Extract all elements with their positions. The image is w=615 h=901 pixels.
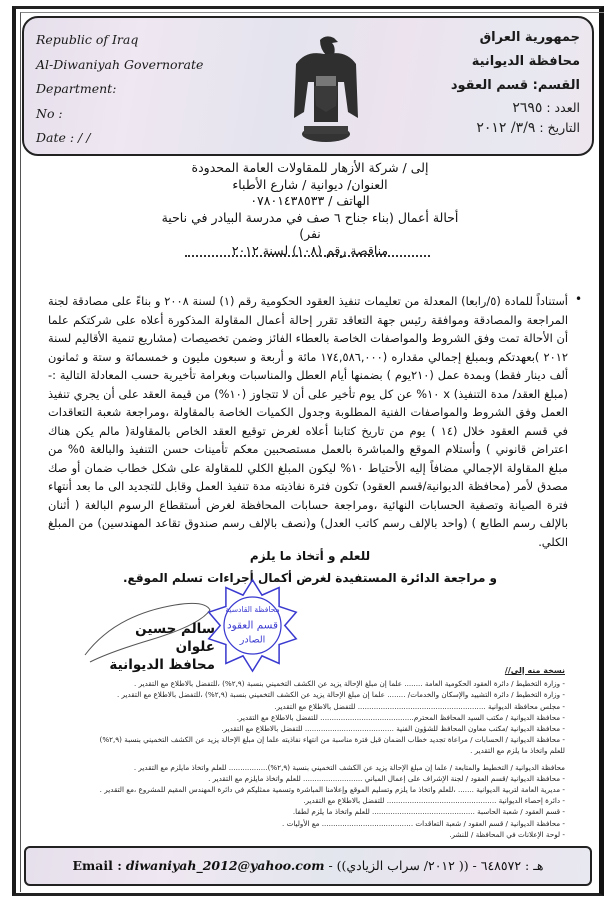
signatory-title: محافظ الديوانية — [109, 657, 215, 673]
recipient-phone: الهاتف / ٠٧٨٠١٤٣٨٥٣٣ — [250, 193, 370, 208]
letterhead-arabic — [451, 26, 580, 138]
recipient: إلى / شركة الأزهار للمقاولات العامة المحدودة — [191, 160, 429, 175]
closing-line-1: للعلم و أتخاذ ما يلزم — [249, 549, 371, 563]
date-row — [451, 118, 580, 138]
svg-text:قسم العقود: قسم العقود — [226, 619, 279, 632]
copy-item: - محافظة الديوانية / مكتب السيد المحافظ المحترم......................................... للتفضل بالاطلاع مع التقدير. — [236, 712, 565, 722]
email-label: Email : — [72, 858, 122, 873]
official-stamp-icon — [205, 578, 300, 673]
eagle-emblem-icon — [286, 26, 366, 146]
closing-block — [120, 545, 500, 589]
copy-item: - دائرة إحصاء الديوانية ................................................ للتفضل بالاطلاع مع التقدير. — [303, 796, 565, 806]
country-name-en: Republic of Iraq — [36, 32, 139, 47]
email-link[interactable]: diwaniyah_2012@yahoo.com — [125, 858, 325, 873]
department-label-en: Department: — [36, 81, 117, 96]
copy-item: - وزارة التخطيط / دائرة العقود الحكومية العامة ........ علما إن مبلغ الإحالة يزيد عن الكشف التخميني بنسبة (٢,٩%) ،للتفضل بالاطلاع مع التقدير . — [134, 679, 565, 689]
svg-text:محافظة القادسية: محافظة القادسية — [225, 605, 280, 615]
closing-line-2: و مراجعة الدائرة المستفيدة لغرض أكمال أجراءات تسلم الموقع. — [122, 571, 498, 585]
number-value: ٢٦٩٥ — [512, 100, 543, 116]
svg-text:الصادر: الصادر — [239, 634, 266, 646]
recipient-address: العنوان/ ديوانية / شارع الأطباء — [232, 176, 388, 192]
number-row — [451, 98, 580, 118]
copy-item: للعلم واتخاذ ما يلزم مع التقدير . — [470, 746, 565, 756]
copy-item: - محافظة الديوانية /مكتب معاون المحافظ للشؤون الفنية ....................................... للتفضل بالاطلاع مع التقدير. — [221, 724, 565, 734]
dotted-divider — [185, 255, 430, 257]
signatory-name: سالم حسين علوان — [135, 621, 215, 655]
copy-item: - محافظة الديوانية / قسم العقود / شعبة التعاقدات ........................................ مع الأوليات . — [282, 818, 565, 828]
number-label-ar: العدد : — [546, 100, 580, 115]
copy-item: - مديرية العامة لتربية الديوانية ....... ،للعلم واتخاذ ما يلزم وتسليم الموقع وإعلامنا المباشرة وتسمية ممثليكم في دائرة المهندس المقيم للمشروع ،مع التقدير . — [99, 785, 565, 795]
copy-item: - محافظة الديوانية / الحسابات / مراعاة تجديد خطاب الضمان قبل فترة مناسبة من انتهاء نفاذيته علما إن مبلغ الإحالة يزيد عن الكشف التخميني بنسبة (٢,٩%) — [99, 735, 565, 745]
footer-bar — [24, 846, 592, 886]
copies-title: نسخة منه إلى// — [504, 666, 565, 675]
footer-reference: - ((٢٠١٢/ سراب الزيادي )) - هـ : ٦٤٨٥٧٢ — [328, 858, 544, 873]
governorate-name-ar: محافظة الديوانية — [471, 54, 580, 69]
copy-item: - مجلس محافظة الديوانية ........................................................ للتفضل بالاطلاع مع التقدير. — [274, 701, 565, 711]
department-name-ar: القسم: قسم العقود — [450, 78, 580, 93]
governorate-name-en: Al-Diwaniyah Governorate — [36, 56, 204, 72]
date-label-ar: التاريخ : — [539, 120, 580, 135]
body-paragraph: أستناداً للمادة (٥/رابعا) المعدلة من تعليمات تنفيذ العقود الحكومية رقم (١) لسنة ٢٠٠٨ و بناءً على مصادقة لجنة المراجعة والمصادقة وموافقة رئيس جهة التعاقد تقرر إحالة أعمال المقاولة المذكورة أعلاه على شركتكم علما أن الأحالة تمت وفق الشروط والمواصفات الخاصة بالعطاء الفائز وضمن تخصيصات (مشاريع تنمية الأقاليم لسنة ٢٠١٢ )بعهدتكم وبمبلغ إجمالي مقداره (١٧٤,٥٨٦,٠٠٠ مائة و أربعة و سبعون مليون و خمسمائة و ستة و ثمانون ألف دينار فقط) وبمدة عمل (٢١٠يوم ) بضمنها أيام العطل والمناسبات وبغرامة تأخيرية حسب المعادلة التالية :- (مبلغ العقد/ مدة التنفيذ) x ١٠% عن كل يوم تأخير على أن لا تتجاوز (١٠%) من قيمة العقد على أن يجري تنفيذ العمل وفق الشروط والمواصفات الفنية المطلوبة وجدول الكميات الخاصة بالمقاولة ،ومراجعة شعبة التعاقدات في قسم العقود خلال (١٤ ) يوم من تاريخ كتابنا أعلاه لغرض توقيع العقد الخاص بالمقاولة( مالم يكن هناك اعتراض قانوني ) وأستلام الموقع والمباشرة بالعمل مستصحبين معكم تأمينات حسن التنفيذ والبالغة ٥% من مبلغ المقاولة الإجمالي مضافاً إليه الأحتياط ١٠% ليكون المبلغ الكلي للمقاولة على شكل خطاب ضمان أو صك مصدق لأمر (محافظة الديوانية/قسم العقود) تكون فترة نفاذيته مدة تنفيذ العمل وقابل للتجديد الى ما بعد أنتهاء فترة الصيانة وتصفية الحسابات النهائية ،ومراجعة حسابات المحافظة لغرض أستقطاع الرسوم البالغة ( أثنان بالإلف رسم الطابع ) (واحد بالإلف رسم كاتب العدل) و(نصف بالإلف رسم صندوق تقاعد المهندسين) من المبلغ الكلي. — [48, 294, 568, 549]
tender-number: مناقصة رقم (١٠٨) لسنة ٢٠١٢ — [231, 242, 389, 258]
letterhead-english — [36, 28, 203, 151]
number-label-en: No : — [36, 105, 63, 121]
copy-item: محافظة الديوانية / التخطيط والمتابعة / علما إن مبلغ الإحالة يزيد عن الكشف التخميني بنسبة (٢,٩%)................. للعلم واتخاذ مايلزم مع التقدير . — [133, 762, 565, 772]
bullet-icon: • — [575, 292, 583, 306]
date-label-en: Date : / / — [36, 130, 91, 145]
addressee-block — [150, 160, 470, 259]
copy-item: - محافظة الديوانية /قسم العقود / لجنة الإشراف على إعمال المباني .......................... للعلم واتخاذ مايلزم مع التقدير . — [208, 773, 565, 783]
copy-item: - وزارة التخطيط / دائرة التشييد والإسكان والخدمات/ ........ علما إن مبلغ الإحالة يزيد عن الكشف التخميني بنسبة (٢,٩%) ،للتفضل بالاطلاع مع التقدير . — [116, 690, 565, 700]
letterhead — [22, 16, 594, 156]
copy-item: - لوحة الإعلانات في المحافظة / للنشر. — [449, 829, 565, 839]
country-name-ar: جمهورية العراق — [479, 30, 580, 45]
date-value: ٣/٩/ ٢٠١٢ — [476, 120, 536, 136]
copies-list — [45, 665, 565, 840]
subject: أحالة أعمال (بناء جناح ٦ صف في مدرسة البيادر في ناحية نفر) — [161, 209, 459, 241]
copy-item: - قسم العقود / شعبة الحاسبة ............................................. للعلم واتخاذ ما يلزم لطفا. — [292, 807, 565, 817]
